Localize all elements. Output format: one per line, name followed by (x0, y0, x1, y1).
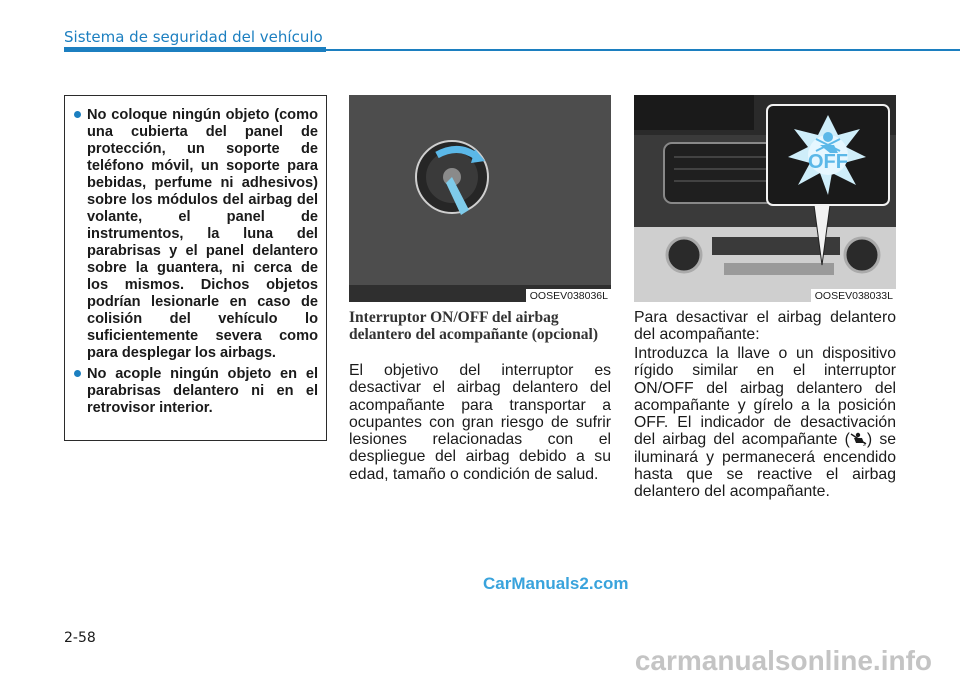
off-indicator-text: OFF (808, 151, 848, 173)
bullet-icon (74, 370, 81, 377)
warning-box (64, 95, 327, 441)
warning-item: No acople ningún objeto en el parabrisas delantero ni en el retrovisor interior. (73, 366, 318, 417)
bullet-icon (74, 111, 81, 118)
airbag-switch-illustration (349, 95, 611, 302)
svg-text:2: 2 (862, 442, 866, 447)
dashboard-illustration (634, 95, 896, 302)
watermark-carmanuals: CarManuals2.com (483, 574, 629, 593)
section-title: Sistema de seguridad del vehículo (64, 28, 323, 46)
watermark-carmanualsonline: carmanualsonline.info (634, 645, 932, 676)
airbag-off-icon (850, 432, 867, 446)
figure-code-left: OOSEV038036L (526, 289, 611, 302)
airbag-switch-photo (349, 95, 611, 302)
paragraph-deactivate: Para desactivar el airbag delantero del acompañante: (634, 309, 896, 344)
paragraph-purpose: El objetivo del interruptor es desactivar el airbag delantero del acompañante para transportar a ocupantes con gran riesgo de sufrir lesiones relacionadas con el despliegue del airbag debido a su edad, tamaño o condición de salud. (349, 362, 611, 483)
warning-list (73, 107, 318, 417)
figure-code-right: OOSEV038033L (811, 289, 896, 302)
paragraph-instructions: Introduzca la llave o un dispositivo rígido similar en el interruptor ON/OFF del airbag delantero del acompañante y gírelo a la posición OFF. El indicador de desactivación del airbag del acompañante ( 2 ) se iluminará y permanecerá encendido hasta que se reactive el airbag delantero del acompañante. (634, 345, 896, 501)
header-rule-thick (64, 47, 326, 52)
header-rule-thin (326, 49, 960, 51)
page-number: 2-58 (64, 630, 96, 646)
warning-item: No coloque ningún objeto (como una cubierta del panel de protección, un soporte de teléfono móvil, un soporte para bebidas, perfume ni adhesivos) sobre los módulos del airbag del volante, el panel de instrumentos, la luna del parabrisas y el panel delantero sobre la guantera, ni cerca de los mismos. Dichos objetos podrían lesionarle en caso de colisión del vehículo lo suficientemente severa como para desplegar los airbags. (73, 107, 318, 362)
dashboard-photo (634, 95, 896, 302)
section-heading: Interruptor ON/OFF del airbag delantero del acompañante (opcional) (349, 309, 598, 343)
